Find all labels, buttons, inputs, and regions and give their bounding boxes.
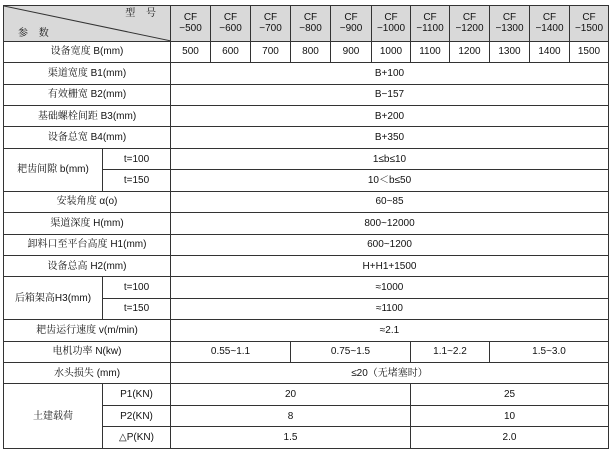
loss-row <box>4 363 609 384</box>
value-cell: 1100 <box>411 41 450 62</box>
h1-row <box>4 234 609 255</box>
value-cell: B+200 <box>171 105 609 126</box>
param-label: 耙齿运行速度 v(m/min) <box>4 320 171 341</box>
value-cell: 1300 <box>490 41 530 62</box>
param-label: 电机功率 N(kw) <box>4 341 171 362</box>
param-label: 渠道深度 H(mm) <box>4 213 171 234</box>
value-cell: B+350 <box>171 127 609 148</box>
sub-label: t=150 <box>103 170 171 191</box>
value-cell: 25 <box>411 384 609 405</box>
value-cell: 60~85 <box>171 191 609 212</box>
corner-param-label: 参 数 <box>18 27 53 39</box>
value-cell: 1.5 <box>171 427 411 449</box>
param-label: 基础螺栓间距 B3(mm) <box>4 105 171 126</box>
sub-label: t=150 <box>103 298 171 319</box>
value-cell: 500 <box>171 41 211 62</box>
sub-label: P1(KN) <box>103 384 171 405</box>
corner-model-label: 型 号 <box>125 8 160 19</box>
value-cell: 600 <box>211 41 251 62</box>
param-label: 水头损失 (mm) <box>4 363 171 384</box>
value-cell: 20 <box>171 384 411 405</box>
model-header-cell: CF −800 <box>291 6 331 42</box>
param-label: 卸料口至平台高度 H1(mm) <box>4 234 171 255</box>
value-cell: 1500 <box>570 41 609 62</box>
value-cell: 0.55~1.1 <box>171 341 291 362</box>
h3-row <box>4 277 609 298</box>
model-header-cell: CF −1000 <box>372 6 411 42</box>
model-header-cell: CF −700 <box>251 6 291 42</box>
gap-row <box>4 148 609 169</box>
value-cell: 800 <box>291 41 331 62</box>
b1-row <box>4 63 609 84</box>
model-header-cell: CF −1500 <box>570 6 609 42</box>
angle-row <box>4 191 609 212</box>
model-header-cell: CF −500 <box>171 6 211 42</box>
model-header-cell: CF −1100 <box>411 6 450 42</box>
value-cell: 1.5~3.0 <box>490 341 609 362</box>
value-cell: 8 <box>171 405 411 426</box>
value-cell: ≤20（无堵塞时） <box>171 363 609 384</box>
value-cell: B−157 <box>171 84 609 105</box>
model-header-cell: CF −900 <box>331 6 372 42</box>
value-cell: 0.75~1.5 <box>291 341 411 362</box>
value-cell: ≈2.1 <box>171 320 609 341</box>
param-label: 渠道宽度 B1(mm) <box>4 63 171 84</box>
sub-label: t=100 <box>103 277 171 298</box>
value-cell: 1.1~2.2 <box>411 341 490 362</box>
value-cell: H+H1+1500 <box>171 255 609 276</box>
model-header-cell: CF −1300 <box>490 6 530 42</box>
model-header-cell: CF −600 <box>211 6 251 42</box>
b3-row <box>4 105 609 126</box>
param-label: 设备总高 H2(mm) <box>4 255 171 276</box>
value-cell: 2.0 <box>411 427 609 449</box>
corner-header-cell <box>4 6 171 42</box>
param-label: 后箱架高H3(mm) <box>4 277 103 320</box>
value-cell: 10 <box>411 405 609 426</box>
speed-row <box>4 320 609 341</box>
sub-label: △P(KN) <box>103 427 171 449</box>
value-cell: 1≤b≤10 <box>171 148 609 169</box>
b4-row <box>4 127 609 148</box>
value-cell: ≈1100 <box>171 298 609 319</box>
value-cell: 1000 <box>372 41 411 62</box>
power-row <box>4 341 609 362</box>
sub-label: P2(KN) <box>103 405 171 426</box>
sub-label: t=100 <box>103 148 171 169</box>
h2-row <box>4 255 609 276</box>
width-row <box>4 41 609 62</box>
param-label: 设备宽度 B(mm) <box>4 41 171 62</box>
model-header-cell: CF −1200 <box>450 6 490 42</box>
depth-row <box>4 213 609 234</box>
b2-row <box>4 84 609 105</box>
value-cell: B+100 <box>171 63 609 84</box>
value-cell: 700 <box>251 41 291 62</box>
param-label: 耙齿间隙 b(mm) <box>4 148 103 191</box>
value-cell: ≈1000 <box>171 277 609 298</box>
value-cell: 1200 <box>450 41 490 62</box>
value-cell: 1400 <box>530 41 570 62</box>
value-cell: 900 <box>331 41 372 62</box>
model-header-cell: CF −1400 <box>530 6 570 42</box>
param-label: 安装角度 α(o) <box>4 191 171 212</box>
value-cell: 10＜b≤50 <box>171 170 609 191</box>
param-label: 有效栅宽 B2(mm) <box>4 84 171 105</box>
param-label: 土建载荷 <box>4 384 103 449</box>
value-cell: 600~1200 <box>171 234 609 255</box>
load-row <box>4 384 609 405</box>
header-row <box>4 6 609 42</box>
value-cell: 800~12000 <box>171 213 609 234</box>
param-label: 设备总宽 B4(mm) <box>4 127 171 148</box>
spec-table <box>3 5 609 449</box>
